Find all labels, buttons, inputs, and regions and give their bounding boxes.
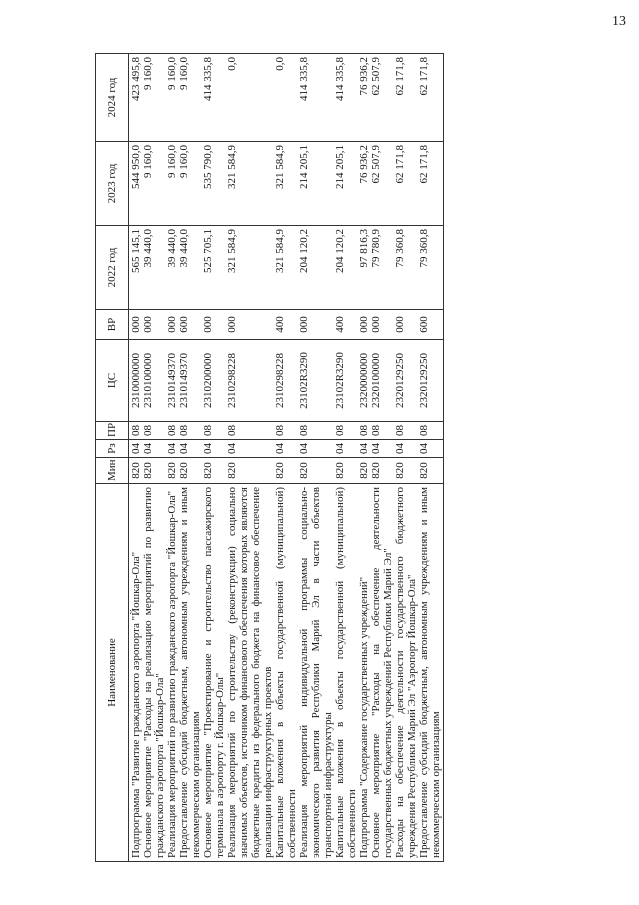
row-min: 820 (394, 462, 406, 479)
row-cs: 2310149370 (178, 353, 190, 408)
row-y2023: 214 205,1 (298, 145, 310, 189)
row-y2023: 62 507,9 (370, 145, 382, 184)
row-min: 820 (226, 462, 238, 479)
row-min: 820 (298, 462, 310, 479)
row-min: 820 (130, 462, 142, 479)
row-y2023: 214 205,1 (334, 145, 346, 189)
row-y2024: 423 495,8 (130, 57, 142, 101)
row-vr: 000 (394, 316, 406, 333)
header-2022: 2022 год (96, 226, 129, 310)
row-name: Реализация мероприятий индивидуальной программы социально-экономического развития Республики Марий Эл в части объектов транспортной инфраструктуры (298, 487, 334, 858)
header-cs: ЦС (96, 340, 129, 422)
row-cs: 2320129250 (418, 353, 430, 408)
cell-pr (129, 422, 444, 440)
row-y2023: 76 936,2 (358, 145, 370, 184)
row-vr: 600 (178, 316, 190, 333)
row-name: Расходы на обеспечение деятельности государственного бюджетного учреждения Республики Марий Эл "Аэропорт Йошкар-Ола" (394, 487, 418, 858)
cell-2023 (129, 142, 444, 226)
row-pr: 08 (418, 425, 430, 436)
cell-2024 (129, 54, 444, 142)
row-vr: 000 (202, 316, 214, 333)
row-y2023: 9 160,0 (178, 145, 190, 178)
row-name: Реализация мероприятий по развитию гражданского аэропорта "Йошкар-Ола" (166, 490, 178, 858)
row-rz: 04 (358, 443, 370, 454)
row-y2024: 76 936,2 (358, 57, 370, 96)
row-cs: 2310149370 (166, 353, 178, 408)
table-row (129, 54, 444, 862)
row-y2022: 204 120,2 (298, 229, 310, 273)
row-cs: 23102R3290 (334, 352, 346, 409)
row-rz: 04 (142, 443, 154, 454)
row-pr: 08 (166, 425, 178, 436)
row-pr: 08 (130, 425, 142, 436)
row-y2024: 62 171,8 (394, 57, 406, 96)
cell-rz (129, 440, 444, 458)
row-min: 820 (274, 462, 286, 479)
row-rz: 04 (394, 443, 406, 454)
row-vr: 000 (358, 316, 370, 333)
row-name: Основное мероприятие "Расходы на обеспечение деятельности государственных бюджетных учреждений Республики Марий Эл" (370, 487, 394, 858)
row-pr: 08 (178, 425, 190, 436)
row-vr: 600 (418, 316, 430, 333)
row-name: Основное мероприятие "Проектирование и строительство пассажирского терминала в аэропорту г. Йошкар-Олы" (202, 487, 226, 858)
row-y2022: 39 440,0 (178, 229, 190, 268)
header-pr: ПР (96, 422, 129, 440)
row-y2022: 525 705,1 (202, 229, 214, 273)
row-min: 820 (370, 462, 382, 479)
row-name: Реализация мероприятий по строительству (реконструкции) социально значимых объектов, источником финансового обеспечения которых являются бюджетные кредиты из федерального бюджета на финансовое обеспечение реализации инфраструктурных проектов (226, 487, 274, 858)
row-y2022: 321 584,9 (226, 229, 238, 273)
row-rz: 04 (274, 443, 286, 454)
cell-min (129, 458, 444, 484)
cell-cs (129, 340, 444, 422)
row-pr: 08 (358, 425, 370, 436)
row-cs: 2310000000 (130, 353, 142, 408)
row-min: 820 (418, 462, 430, 479)
row-name: Капитальные вложения в объекты государственной (муниципальной) собственности (274, 487, 298, 858)
row-cs: 2310100000 (142, 353, 154, 408)
row-pr: 08 (370, 425, 382, 436)
row-y2023: 535 790,0 (202, 145, 214, 189)
row-name: Основное мероприятие "Расходы на реализацию мероприятий по развитию гражданского аэропорта "Йошкар-Ола" (142, 487, 166, 858)
row-y2022: 79 360,8 (394, 229, 406, 268)
row-y2023: 9 160,0 (166, 145, 178, 178)
row-min: 820 (142, 462, 154, 479)
row-rz: 04 (202, 443, 214, 454)
row-vr: 400 (334, 316, 346, 333)
row-vr: 000 (142, 316, 154, 333)
row-name: Подпрограмма "Содержание государственных учреждений" (358, 576, 370, 858)
row-min: 820 (334, 462, 346, 479)
table-body (129, 54, 444, 862)
cell-name (129, 484, 444, 862)
row-name: Капитальные вложения в объекты государственной (муниципальной) собственности (334, 487, 358, 858)
row-name: Предоставление субсидий бюджетным, автономным учреждениям и иным некоммерческим организациям (418, 487, 442, 858)
row-y2024: 414 335,8 (202, 57, 214, 101)
row-cs: 23102R3290 (298, 352, 310, 409)
row-vr: 000 (370, 316, 382, 333)
header-vr: ВР (96, 310, 129, 340)
row-y2024: 62 171,8 (418, 57, 430, 96)
cell-2022 (129, 226, 444, 310)
row-rz: 04 (130, 443, 142, 454)
row-y2023: 544 950,0 (130, 145, 142, 189)
row-y2023: 9 160,0 (142, 145, 154, 178)
row-pr: 08 (142, 425, 154, 436)
budget-table (95, 53, 444, 862)
header-rz: Рз (96, 440, 129, 458)
row-rz: 04 (334, 443, 346, 454)
row-y2024: 9 160,0 (178, 57, 190, 90)
row-cs: 2320129250 (394, 353, 406, 408)
page-number: 13 (612, 14, 626, 29)
header-2024: 2024 год (96, 54, 129, 142)
row-y2024: 414 335,8 (334, 57, 346, 101)
row-pr: 08 (274, 425, 286, 436)
row-name: Предоставление субсидий бюджетным, автономным учреждениям и иным некоммерческим организациям (178, 487, 202, 858)
row-pr: 08 (226, 425, 238, 436)
row-rz: 04 (298, 443, 310, 454)
row-y2022: 321 584,9 (274, 229, 286, 273)
row-y2024: 9 160,0 (142, 57, 154, 90)
row-rz: 04 (178, 443, 190, 454)
row-y2023: 321 584,9 (226, 145, 238, 189)
row-y2022: 79 780,9 (370, 229, 382, 268)
row-rz: 04 (370, 443, 382, 454)
row-pr: 08 (202, 425, 214, 436)
row-pr: 08 (298, 425, 310, 436)
row-vr: 000 (166, 316, 178, 333)
row-cs: 2310298228 (274, 353, 286, 408)
row-y2024: 414 335,8 (298, 57, 310, 101)
row-min: 820 (358, 462, 370, 479)
row-y2022: 39 440,0 (142, 229, 154, 268)
header-2023: 2023 год (96, 142, 129, 226)
header-name: Наименование (96, 484, 129, 862)
row-pr: 08 (334, 425, 346, 436)
row-cs: 2320100000 (370, 353, 382, 408)
row-y2023: 62 171,8 (418, 145, 430, 184)
row-pr: 08 (394, 425, 406, 436)
header-min: Мин (96, 458, 129, 484)
row-y2022: 79 360,8 (418, 229, 430, 268)
row-y2023: 321 584,9 (274, 145, 286, 189)
row-rz: 04 (166, 443, 178, 454)
row-cs: 2320000000 (358, 353, 370, 408)
cell-vr (129, 310, 444, 340)
row-y2024: 0,0 (226, 57, 238, 71)
row-y2024: 0,0 (274, 57, 286, 71)
row-cs: 2310298228 (226, 353, 238, 408)
row-min: 820 (166, 462, 178, 479)
row-y2022: 204 120,2 (334, 229, 346, 273)
row-y2024: 62 507,9 (370, 57, 382, 96)
row-name: Подпрограмма "Развитие гражданского аэропорта "Йошкар-Ола" (130, 551, 142, 858)
row-vr: 000 (226, 316, 238, 333)
row-rz: 04 (418, 443, 430, 454)
row-vr: 400 (274, 316, 286, 333)
row-y2022: 565 145,1 (130, 229, 142, 273)
row-y2022: 97 816,3 (358, 229, 370, 268)
row-y2024: 9 160,0 (166, 57, 178, 90)
rotated-table-container (95, 54, 552, 862)
row-y2023: 62 171,8 (394, 145, 406, 184)
row-cs: 2310200000 (202, 353, 214, 408)
row-y2022: 39 440,0 (166, 229, 178, 268)
row-vr: 000 (298, 316, 310, 333)
row-min: 820 (202, 462, 214, 479)
row-vr: 000 (130, 316, 142, 333)
row-min: 820 (178, 462, 190, 479)
table-header-row (96, 54, 129, 862)
row-rz: 04 (226, 443, 238, 454)
